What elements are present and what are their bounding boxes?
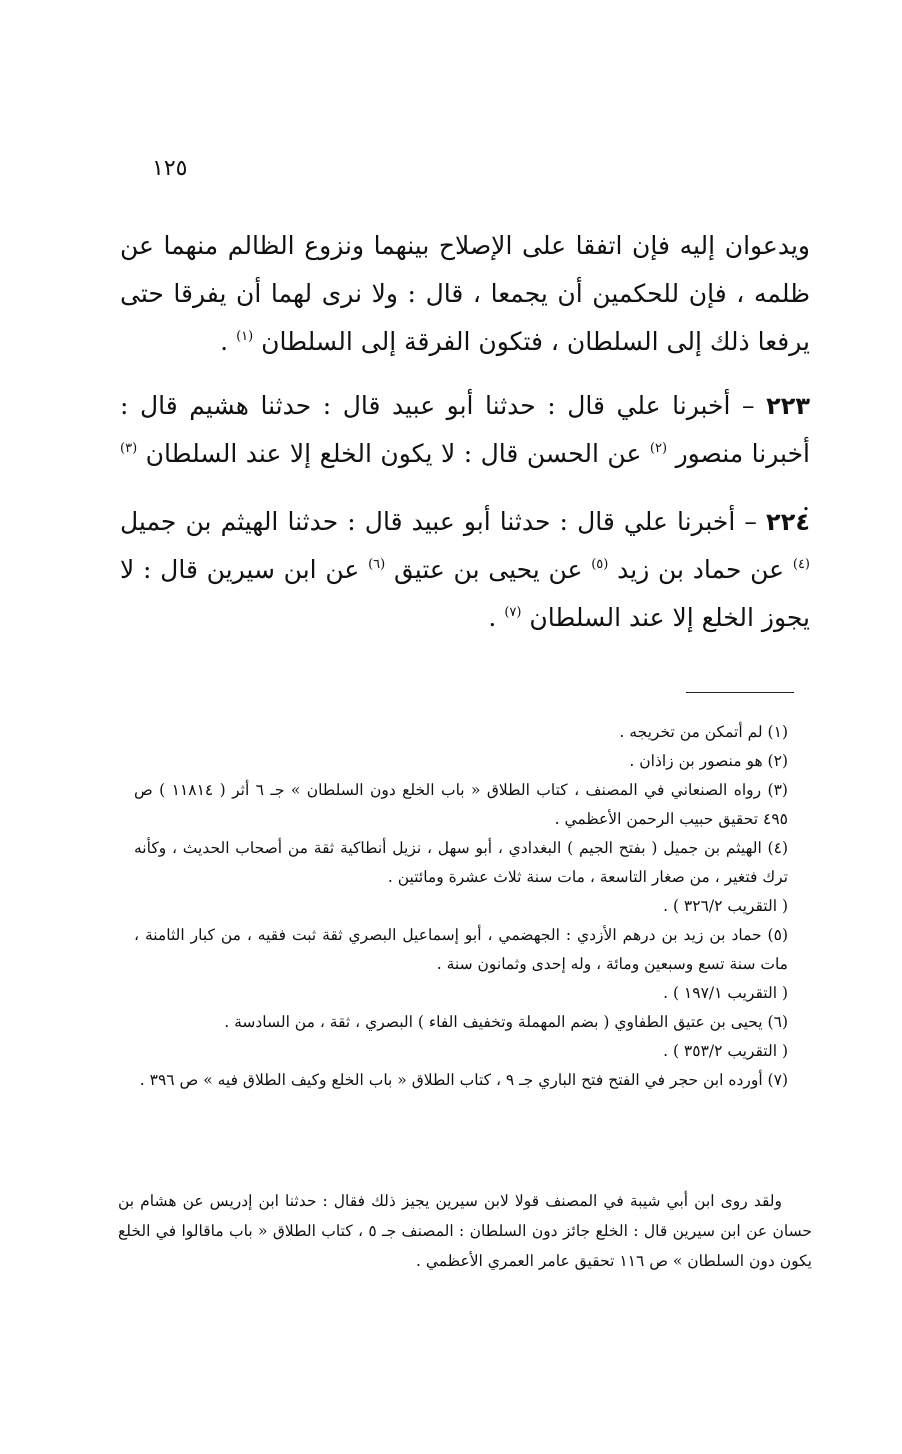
- page-number: ١٢٥: [152, 156, 188, 181]
- hadith-end: .: [488, 603, 497, 632]
- hadith-number: ٢٢٤: [766, 508, 810, 536]
- footnote-ref-1: (١): [236, 329, 254, 344]
- footnote-2: (٢) هو منصور بن زاذان .: [629, 752, 788, 770]
- hadith-number: ٢٢٣: [766, 392, 811, 420]
- footnote-ref-5: (٥): [591, 557, 609, 572]
- hadith-end: .: [802, 487, 810, 516]
- main-paragraph-1: [120, 222, 810, 366]
- footnote-6: (٦) يحيى بن عتيق الطفاوي ( بضم المهملة وتخفيف الفاء ) البصري ، ثقة ، من السادسة .: [224, 1013, 788, 1031]
- paragraph-end: .: [220, 327, 229, 356]
- hadith-text: عن حماد بن زيد: [617, 555, 785, 584]
- footnote-4: (٤) الهيثم بن جميل ( بفتح الجيم ) البغدادي ، أبو سهل ، نزيل أنطاكية ثقة من أصحاب الحديث ، وكأنه ترك فتغير ، من صغار التاسعة ، مات سنة ثلاث عشرة ومائتين .: [134, 839, 788, 886]
- footnote-ref-7: (٧): [504, 605, 522, 620]
- footnote-6-source: ( التقريب ٣٥٣/٢ ) .: [663, 1042, 788, 1060]
- footnote-7: (٧) أورده ابن حجر في الفتح فتح الباري جـ ٩ ، كتاب الطلاق « باب الخلع وكيف الطلاق فيه » ص ٣٩٦ .: [139, 1071, 788, 1089]
- footnote-1: (١) لم أتمكن من تخريجه .: [619, 723, 788, 741]
- hadith-text: عن يحيى بن عتيق: [393, 555, 583, 584]
- footnote-4-source: ( التقريب ٣٢٦/٢ ) .: [663, 897, 788, 915]
- footnotes-section: [134, 718, 810, 1095]
- footnote-divider: [686, 692, 794, 693]
- footnote-5-source: ( التقريب ١٩٧/١ ) .: [663, 984, 788, 1002]
- paragraph-text: ويدعوان إليه فإن اتفقا على الإصلاح بينهما ونزوع الظالم منهما عن ظلمه ، فإن للحكمين أن يجمعا ، قال : ولا نرى لهما أن يفرقا حتى يرفعا ذلك إلى السلطان ، فتكون الفرقة إلى السلطان: [120, 231, 810, 356]
- hadith-text: – أخبرنا علي قال : حدثنا أبو عبيد قال : حدثنا الهيثم بن جميل: [120, 507, 757, 536]
- footnote-ref-4: (٤): [792, 557, 810, 572]
- footnote-ref-6: (٦): [368, 557, 386, 572]
- hadith-text: عن ابن سيرين قال : لا يجوز الخلع إلا عند السلطان: [120, 555, 810, 632]
- footnote-ref-2: (٢): [649, 441, 668, 456]
- footnote-3: (٣) رواه الصنعاني في المصنف ، كتاب الطلاق « باب الخلع دون السلطان » جـ ٦ أثر ( ١١٨١٤ ) ص ٤٩٥ تحقيق حبيب الرحمن الأعظمي .: [134, 781, 788, 828]
- footnote-ref-3: (٣): [120, 441, 138, 456]
- hadith-text: – أخبرنا علي قال : حدثنا أبو عبيد قال : حدثنا هشيم قال : أخبرنا منصور: [120, 391, 810, 468]
- hadith-text: عن الحسن قال : لا يكون الخلع إلا عند السلطان: [145, 439, 642, 468]
- hadith-224: [120, 498, 810, 642]
- additional-note: ولقد روى ابن أبي شيبة في المصنف قولا لابن سيرين يجيز ذلك فقال : حدثنا ابن إدريس عن هشام بن حسان عن ابن سيرين قال : الخلع جائز دون السلطان : المصنف جـ ٥ ، كتاب الطلاق « باب ماقالوا في الخلع يكون دون السلطان » ص ١١٦ تحقيق عامر العمري الأعظمي .: [118, 1192, 813, 1270]
- footnote-5: (٥) حماد بن زيد بن درهم الأزدي : الجهضمي ، أبو إسماعيل البصري ثقة ثبت فقيه ، من كبار الثامنة ، مات سنة تسع وسبعين ومائة ، وله إحدى وثمانون سنة .: [134, 926, 788, 973]
